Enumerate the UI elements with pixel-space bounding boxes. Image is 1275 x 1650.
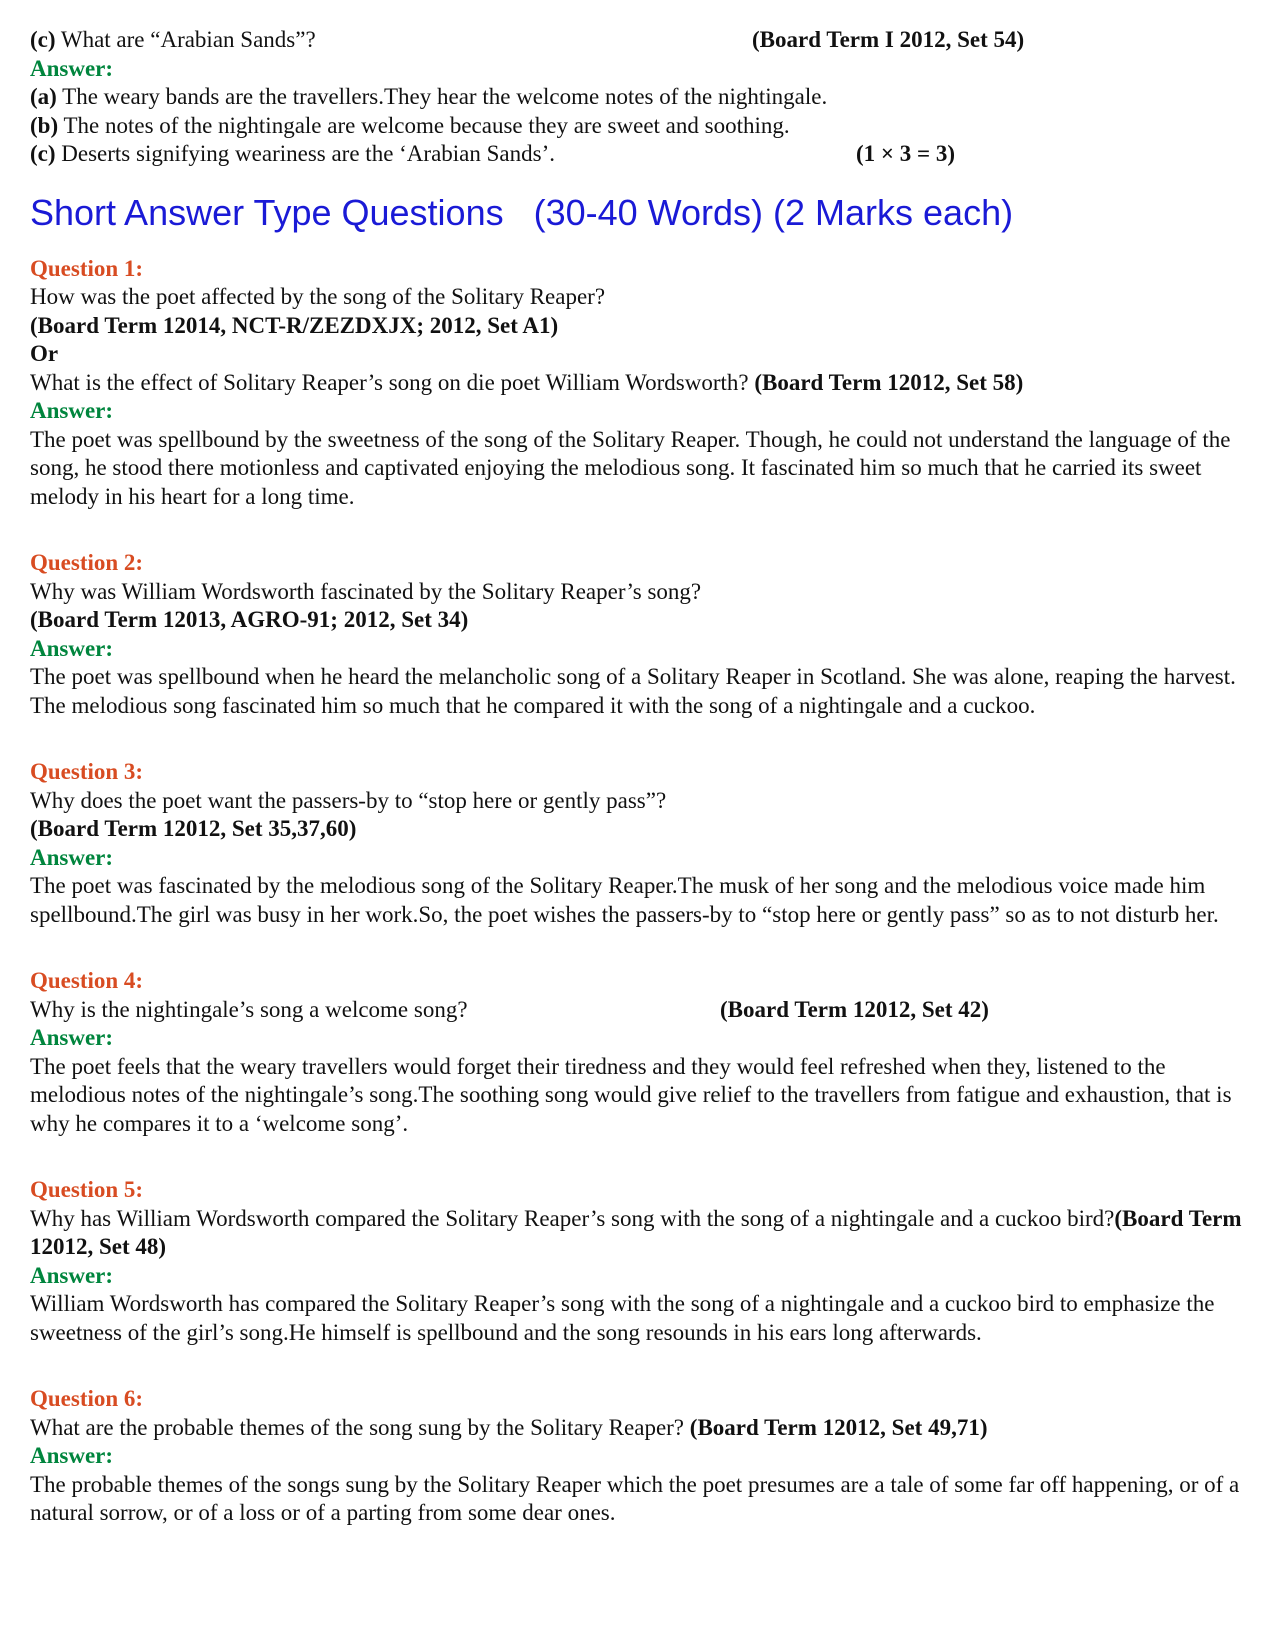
question-heading: Question 1:	[30, 255, 144, 281]
answer-text: The poet was spellbound when he heard the melancholic song of a Solitary Reaper in Scotland. She was alone, reaping the harvest. The melodious song fascinated him so much that he compared it with the song of a nightingale and a cuckoo.	[30, 664, 1236, 718]
question-text: What are the probable themes of the song sung by the Solitary Reaper?	[30, 1414, 685, 1440]
answer-label: Answer:	[30, 1443, 114, 1468]
intro-answer-a-label: (a)	[30, 84, 57, 109]
answer-label: Answer:	[30, 844, 114, 870]
intro-answer-c	[30, 140, 1260, 169]
question-block-3	[30, 758, 1260, 929]
answer-text: The probable themes of the songs sung by the Solitary Reaper which the poet presumes are a tale of some far off happening, or of a natural sorrow, or of a loss or of a parting from some dear ones.	[30, 1471, 1240, 1525]
intro-answer-b-text: The notes of the nightingale are welcome because they are sweet and soothing.	[58, 112, 790, 138]
question-block-4	[30, 967, 1260, 1138]
question-ref: (Board Term 12014, NCT-R/ZEZDXJX; 2012, Set A1)	[30, 312, 559, 338]
question-block-2	[30, 549, 1260, 720]
question-text: Why is the nightingale’s song a welcome song?	[30, 996, 468, 1022]
answer-text: The poet feels that the weary travellers would forget their tiredness and they would feel refreshed when they, listened to the melodious notes of the nightingale’s song.The soothing song would give relief to the travellers from fatigue and exhaustion, that is why he compares it to a ‘welcome song’.	[30, 1053, 1232, 1136]
intro-answer-a-text: The weary bands are the travellers.They hear the welcome notes of the nightingale.	[56, 84, 828, 109]
intro-answer-a	[30, 83, 1260, 112]
question-heading: Question 2:	[30, 550, 144, 575]
question-alt-ref: (Board Term 12012, Set 58)	[754, 369, 1024, 395]
question-block-5	[30, 1176, 1260, 1347]
question-alt-text: What is the effect of Solitary Reaper’s song on die poet William Wordsworth?	[30, 369, 749, 395]
question-alt	[30, 369, 1260, 398]
question-ref: (Board Term 12013, AGRO-91; 2012, Set 34)	[30, 607, 469, 632]
question-ref: (Board Term 12012, Set 35,37,60)	[30, 816, 357, 841]
question-heading: Question 5:	[30, 1177, 144, 1202]
question-text: Why does the poet want the passers-by to “stop here or gently pass”?	[30, 787, 667, 813]
intro-answer-c-text: Deserts signifying weariness are the ‘Arabian Sands’.	[55, 141, 555, 166]
question-block-6	[30, 1385, 1260, 1528]
question-heading: Question 6:	[30, 1386, 144, 1411]
question-text-row	[30, 1414, 1260, 1443]
question-text: How was the poet affected by the song of the Solitary Reaper?	[30, 284, 606, 309]
intro-answer-c-marks: (1 × 3 = 3)	[856, 141, 956, 166]
intro-question-c	[30, 26, 1260, 55]
intro-answer-b	[30, 112, 1260, 141]
question-or: Or	[30, 341, 59, 366]
question-text: Why was William Wordsworth fascinated by the Solitary Reaper’s song?	[30, 578, 702, 604]
section-title: Short Answer Type Questions (30-40 Words) (2 Marks each)	[30, 191, 1014, 233]
answer-label: Answer:	[30, 1025, 114, 1050]
question-heading: Question 4:	[30, 968, 144, 993]
document-page	[30, 26, 1260, 1566]
question-ref: (Board Term 12012, Set 48)	[30, 1205, 1242, 1259]
intro-question-c-label: (c)	[30, 27, 56, 52]
question-ref: (Board Term 12012, Set 42)	[720, 996, 989, 1022]
answer-text: The poet was spellbound by the sweetness of the song of the Solitary Reaper. Though, he could not understand the language of the song, he stood there motionless and captivated enjoying the melodious song. It fascinated him so much that he carried its sweet melody in his heart for a long time.	[30, 426, 1231, 509]
answer-text: The poet was fascinated by the melodious song of the Solitary Reaper.The musk of her song and the melodious voice made him spellbound.The girl was busy in her work.So, the poet wishes the passers-by to “stop here or gently pass” so as to not disturb her.	[30, 873, 1219, 927]
intro-answer-label: Answer:	[30, 55, 114, 81]
question-block-1	[30, 255, 1260, 512]
answer-label: Answer:	[30, 398, 114, 423]
question-text-row	[30, 1205, 1258, 1262]
question-heading: Question 3:	[30, 759, 144, 784]
intro-question-c-ref: (Board Term I 2012, Set 54)	[752, 27, 1025, 52]
question-text: Why has William Wordsworth compared the Solitary Reaper’s song with the song of a nightingale and a cuckoo bird?	[30, 1205, 1115, 1231]
intro-question-c-text: What are “Arabian Sands”?	[55, 27, 316, 52]
answer-label: Answer:	[30, 1262, 114, 1288]
question-text-row	[30, 996, 1260, 1025]
answer-text: William Wordsworth has compared the Solitary Reaper’s song with the song of a nightingale and a cuckoo bird to emphasize the sweetness of the girl’s song.He himself is spellbound and the song resounds in his ears long afterwards.	[30, 1291, 1215, 1345]
intro-answer-b-label: (b)	[30, 112, 59, 138]
intro-answer-c-label: (c)	[30, 141, 56, 166]
question-ref: (Board Term 12012, Set 49,71)	[689, 1414, 988, 1440]
answer-label: Answer:	[30, 635, 114, 661]
